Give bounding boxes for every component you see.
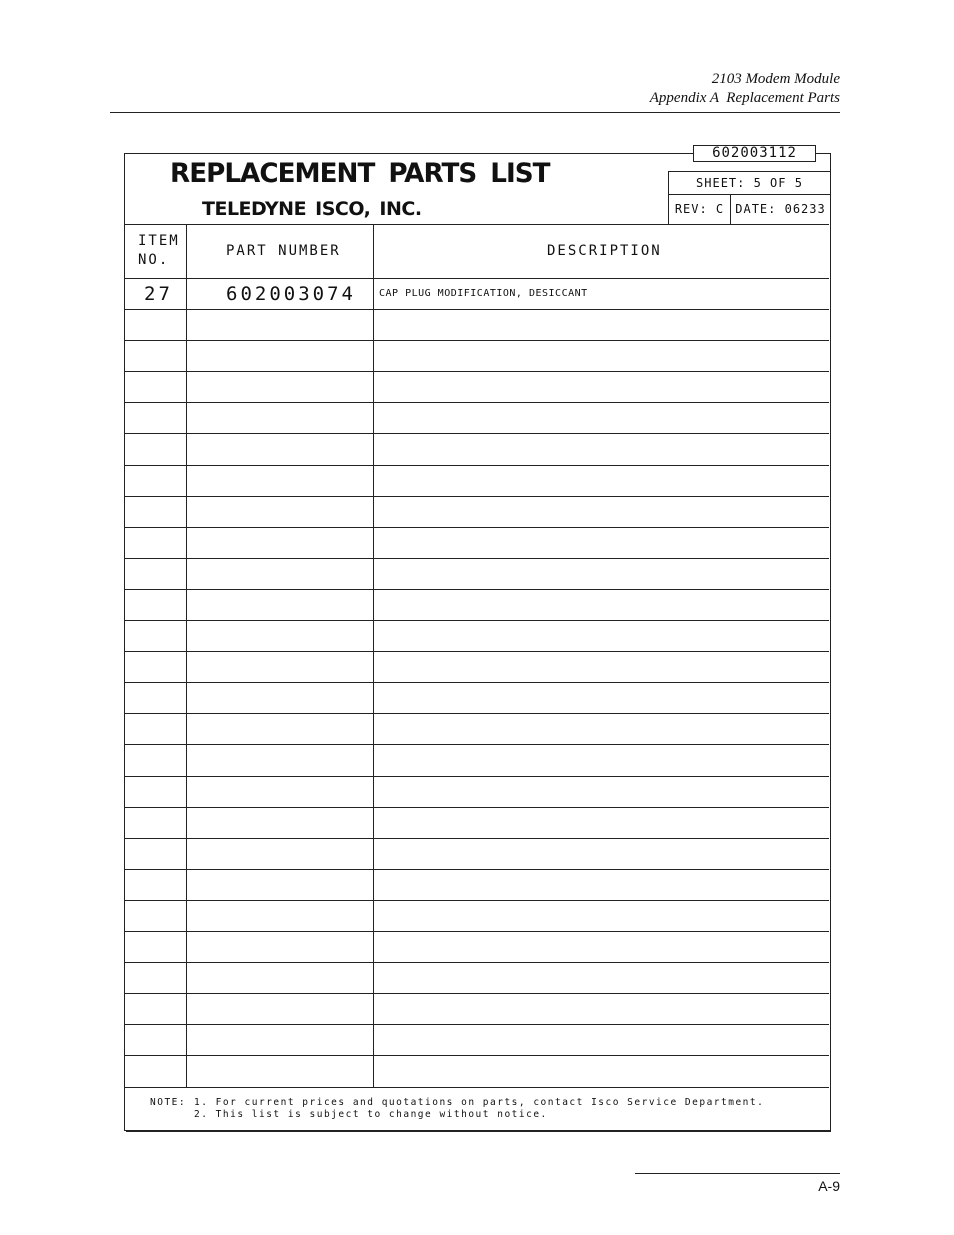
table-row-rule xyxy=(124,433,829,434)
table-row-rule xyxy=(124,620,829,621)
table-row-rule xyxy=(124,224,829,225)
table-row-rule xyxy=(124,744,829,745)
table-row-rule xyxy=(124,496,829,497)
table-row-rule xyxy=(124,1087,829,1088)
table-row-rule xyxy=(124,682,829,683)
column-header-item-line2: NO. xyxy=(138,252,170,268)
row-item-number: 27 xyxy=(144,283,173,305)
sheet-number: SHEET: 5 OF 5 xyxy=(668,171,830,194)
table-row-rule xyxy=(124,713,829,714)
header-line-2: Appendix A Replacement Parts xyxy=(649,90,840,106)
document-number: 602003112 xyxy=(693,145,816,162)
column-header-description: DESCRIPTION xyxy=(547,243,662,259)
form-bottom-shadow xyxy=(126,1131,831,1132)
note-1: 1. For current prices and quotations on parts, contact Isco Service Department. xyxy=(194,1097,765,1108)
table-row-rule xyxy=(124,371,829,372)
column-header-item xyxy=(138,232,180,270)
table-row-rule xyxy=(124,1024,829,1025)
table-row-rule xyxy=(124,558,829,559)
running-header xyxy=(650,70,840,108)
column-header-part-number: PART NUMBER xyxy=(226,243,341,259)
table-row-rule xyxy=(124,993,829,994)
table-row-rule xyxy=(124,931,829,932)
date-code: DATE: 06233 xyxy=(730,194,830,224)
table-row-rule xyxy=(124,838,829,839)
row-part-number: 602003074 xyxy=(226,283,356,305)
table-row-rule xyxy=(124,1055,829,1056)
page-number: A-9 xyxy=(818,1178,840,1194)
note-1-line xyxy=(150,1097,764,1109)
table-row-rule xyxy=(124,527,829,528)
notes-label: NOTE: xyxy=(150,1097,187,1108)
table-row-rule xyxy=(124,589,829,590)
notes xyxy=(150,1097,764,1121)
table-column-rule xyxy=(186,224,187,1088)
company-name: TELEDYNE ISCO, INC. xyxy=(202,198,422,220)
revision: REV: C xyxy=(668,194,730,224)
table-row-rule xyxy=(124,309,829,310)
table-row-rule xyxy=(124,962,829,963)
table-row-rule xyxy=(124,651,829,652)
form-title: REPLACEMENT PARTS LIST xyxy=(170,158,550,189)
table-row-rule xyxy=(124,402,829,403)
column-header-item-line1: ITEM xyxy=(138,233,180,249)
form-top-border-right xyxy=(814,153,831,154)
form-top-border xyxy=(124,153,694,154)
header-line-1: 2103 Modem Module xyxy=(711,71,840,87)
row-description: CAP PLUG MODIFICATION, DESICCANT xyxy=(379,288,588,299)
table-row-rule xyxy=(124,900,829,901)
table-row-rule xyxy=(124,465,829,466)
table-row-rule xyxy=(124,869,829,870)
table-row-rule xyxy=(124,340,829,341)
table-row-rule xyxy=(124,807,829,808)
table-column-rule xyxy=(373,224,374,1088)
footer-rule xyxy=(635,1173,840,1174)
note-2: 2. This list is subject to change without notice. xyxy=(194,1109,548,1120)
table-row-rule xyxy=(124,278,829,279)
header-rule xyxy=(110,112,840,113)
table-row-rule xyxy=(124,776,829,777)
